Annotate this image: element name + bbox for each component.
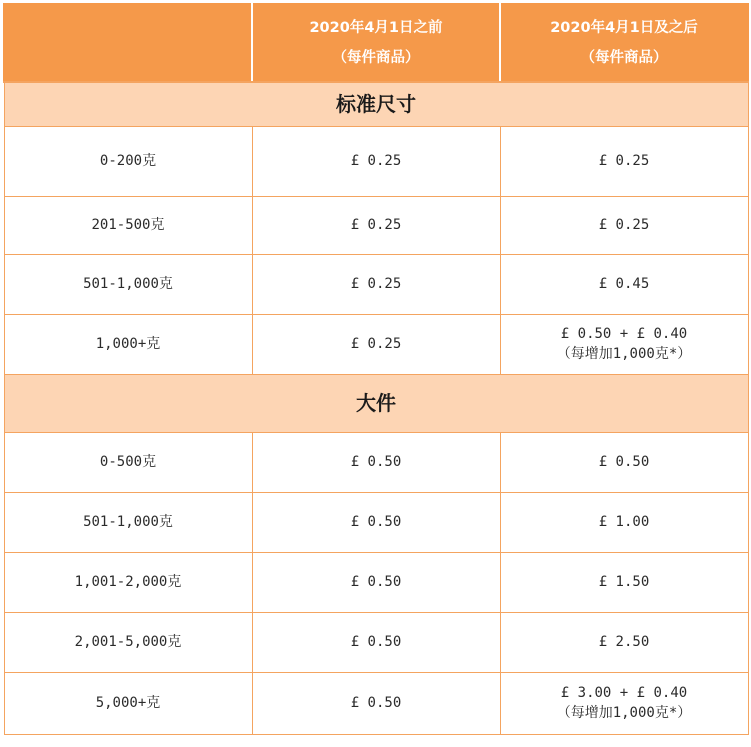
table-row	[4, 432, 748, 492]
fee-after-amount: £ 0.50	[598, 454, 650, 470]
fee-after-amount: £ 0.25	[598, 153, 650, 169]
fee-before-cell: £ 0.50	[252, 672, 500, 734]
fee-after-amount: £ 3.00 + £ 0.40	[560, 685, 688, 701]
fee-after-cell	[500, 612, 748, 672]
section-title: 标准尺寸	[4, 82, 748, 126]
header-corner-cell	[4, 4, 252, 82]
fee-after-cell	[500, 126, 748, 196]
fee-before-cell: £ 0.50	[252, 432, 500, 492]
fee-before-cell: £ 0.50	[252, 612, 500, 672]
weight-cell: 5,000+克	[4, 672, 252, 734]
table-row	[4, 612, 748, 672]
fee-after-cell	[500, 254, 748, 314]
section-title: 大件	[4, 374, 748, 432]
weight-cell: 501-1,000克	[4, 254, 252, 314]
fee-after-amount: £ 1.50	[598, 574, 650, 590]
fee-before-cell: £ 0.25	[252, 196, 500, 254]
fee-before-cell: £ 0.25	[252, 126, 500, 196]
fee-table	[3, 3, 749, 735]
weight-cell: 0-500克	[4, 432, 252, 492]
fee-after-amount: £ 2.50	[598, 634, 650, 650]
fee-after-cell	[500, 432, 748, 492]
header-after-date: 2020年4月1日及之后	[550, 20, 698, 36]
weight-cell: 0-200克	[4, 126, 252, 196]
weight-cell: 501-1,000克	[4, 492, 252, 552]
table-row	[4, 314, 748, 374]
header-before-unit: （每件商品）	[332, 50, 420, 66]
table-row	[4, 254, 748, 314]
header-before-cell	[252, 4, 500, 82]
fee-before-cell: £ 0.25	[252, 314, 500, 374]
weight-cell: 1,001-2,000克	[4, 552, 252, 612]
fee-after-amount: £ 1.00	[598, 514, 650, 530]
fee-before-cell: £ 0.25	[252, 254, 500, 314]
fee-before-cell: £ 0.50	[252, 552, 500, 612]
header-after-unit: （每件商品）	[580, 50, 668, 66]
fee-after-amount: £ 0.45	[598, 276, 650, 292]
header-row	[4, 4, 748, 82]
weight-cell: 201-500克	[4, 196, 252, 254]
weight-cell: 2,001-5,000克	[4, 612, 252, 672]
table-row	[4, 196, 748, 254]
section-header-row	[4, 82, 748, 126]
table-row	[4, 126, 748, 196]
fee-after-note: （每增加1,000克*）	[556, 346, 692, 362]
fee-after-cell	[500, 552, 748, 612]
table-row	[4, 552, 748, 612]
fee-after-note: （每增加1,000克*）	[556, 705, 692, 721]
fee-after-amount: £ 0.50 + £ 0.40	[560, 326, 688, 342]
fee-before-cell: £ 0.50	[252, 492, 500, 552]
fee-after-cell	[500, 492, 748, 552]
fee-after-amount: £ 0.25	[598, 217, 650, 233]
weight-cell: 1,000+克	[4, 314, 252, 374]
table-row	[4, 492, 748, 552]
header-before-date: 2020年4月1日之前	[309, 20, 443, 36]
fee-after-cell	[500, 672, 748, 734]
table-body	[4, 82, 748, 734]
fee-after-cell	[500, 196, 748, 254]
header-after-cell	[500, 4, 748, 82]
section-header-row	[4, 374, 748, 432]
table-row	[4, 672, 748, 734]
fee-after-cell	[500, 314, 748, 374]
